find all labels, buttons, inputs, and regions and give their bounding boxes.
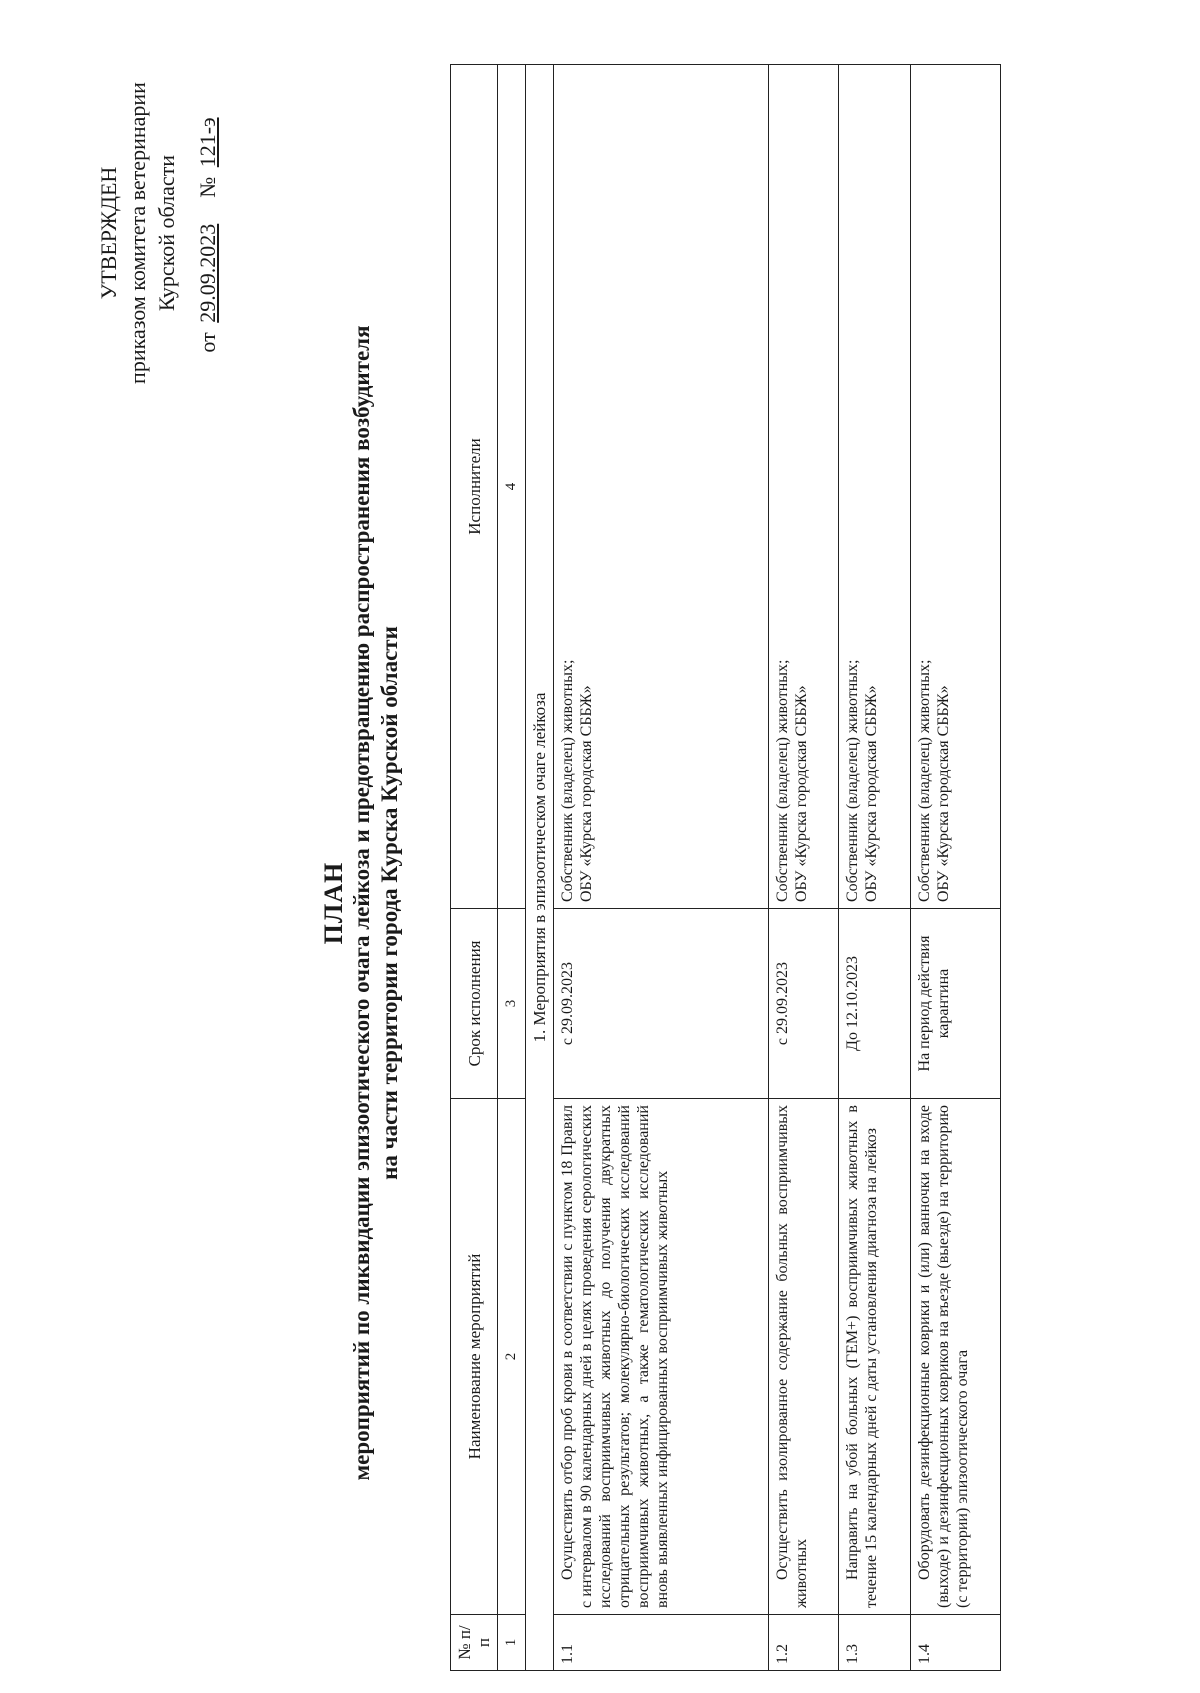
col-number: 1 xyxy=(498,1615,526,1671)
approval-order-by: приказом комитета ветеринарии xyxy=(125,82,150,384)
col-number: 4 xyxy=(498,65,526,909)
table-row xyxy=(769,65,839,1671)
approval-heading: УТВЕРЖДЕН xyxy=(96,166,121,300)
exec-org: ОБУ «Курска городская СББЖ» xyxy=(935,685,952,902)
exec-owner: Собственник (владелец) животных; xyxy=(559,659,576,902)
row-num: 1.4 xyxy=(911,1615,1001,1671)
row-num: 1.3 xyxy=(839,1615,911,1671)
table-row xyxy=(911,65,1001,1671)
row-term: с 29.09.2023 xyxy=(769,909,839,1099)
plan-heading: ПЛАН xyxy=(319,861,348,945)
exec-org: ОБУ «Курска городская СББЖ» xyxy=(863,685,880,902)
approval-stamp-block xyxy=(94,23,222,443)
exec-org: ОБУ «Курска городская СББЖ» xyxy=(578,685,595,902)
header-term: Срок исполнения xyxy=(451,909,498,1099)
header-name: Наименование мероприятий xyxy=(451,1099,498,1615)
approval-date-number xyxy=(193,23,222,443)
row-exec xyxy=(769,65,839,909)
number-prefix: № xyxy=(195,176,220,198)
col-number: 3 xyxy=(498,909,526,1099)
row-name: Направить на убой больных (ГЕМ+) восприимчивых животных в течение 15 календарных дней с даты установления диагноза на лейкоз xyxy=(839,1099,911,1615)
approval-region: Курской области xyxy=(154,154,179,312)
col-number: 2 xyxy=(498,1099,526,1615)
row-term: До 12.10.2023 xyxy=(839,909,911,1099)
plan-table xyxy=(450,64,1001,1671)
header-exec: Исполнители xyxy=(451,65,498,909)
row-name: Оборудовать дезинфекционные коврики и (или) ванночки на входе (выходе) и дезинфекционных ковриков на въезде (выезде) на территорию (с территории) эпизоотического очага xyxy=(911,1099,1001,1615)
row-num: 1.2 xyxy=(769,1615,839,1671)
table-row xyxy=(554,65,769,1671)
row-name: Осуществить отбор проб крови в соответствии с пунктом 18 Правил с интервалом в 90 календарных дней в целях проведения серологических исследований восприимчивых животных до получения двукратных отрицательных результатов; молекулярно-биологических исследований восприимчивых животных, а также гематологических исследований вновь выявленных инфицированных восприимчивых животных xyxy=(554,1099,769,1615)
exec-owner: Собственник (владелец) животных; xyxy=(916,659,933,902)
plan-title-line2: на части территории города Курска Курской области xyxy=(377,626,402,1180)
row-term: с 29.09.2023 xyxy=(554,909,769,1099)
exec-owner: Собственник (владелец) животных; xyxy=(774,659,791,902)
row-term: На период действия карантина xyxy=(911,909,1001,1099)
plan-title-line1: мероприятий по ликвидации эпизоотического очага лейкоза и предотвращению распространения возбудителя xyxy=(349,325,374,1481)
exec-org: ОБУ «Курска городская СББЖ» xyxy=(793,685,810,902)
section-row xyxy=(526,65,554,1671)
row-exec xyxy=(911,65,1001,909)
row-exec xyxy=(839,65,911,909)
row-exec xyxy=(554,65,769,909)
row-name: Осуществить изолированное содержание больных восприимчивых животных xyxy=(769,1099,839,1615)
column-number-row xyxy=(498,65,526,1671)
section-title: 1. Мероприятия в эпизоотическом очаге лейкоза xyxy=(526,65,554,1671)
plan-title-block xyxy=(320,253,404,1553)
approval-date: 29.09.2023 xyxy=(195,223,220,323)
header-num: № п/п xyxy=(451,1615,498,1671)
table-row xyxy=(839,65,911,1671)
row-num: 1.1 xyxy=(554,1615,769,1671)
approval-number: 121-э xyxy=(195,117,220,168)
exec-owner: Собственник (владелец) животных; xyxy=(844,659,861,902)
date-prefix: от xyxy=(195,332,220,353)
table-header-row xyxy=(451,65,498,1671)
